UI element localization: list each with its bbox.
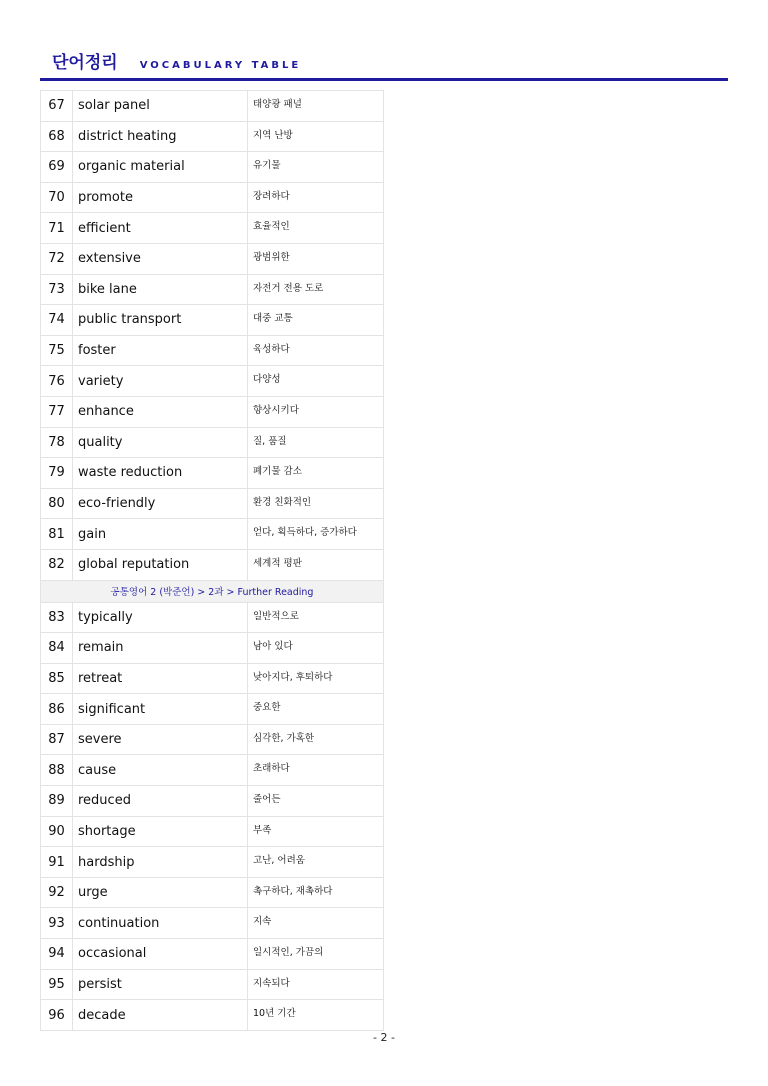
korean-meaning: 다양성 bbox=[248, 366, 384, 397]
page-header bbox=[52, 48, 728, 72]
korean-meaning: 향상시키다 bbox=[248, 396, 384, 427]
english-word: organic material bbox=[73, 152, 248, 183]
korean-meaning: 지역 난방 bbox=[248, 121, 384, 152]
korean-meaning: 남아 있다 bbox=[248, 633, 384, 664]
english-word: shortage bbox=[73, 816, 248, 847]
korean-meaning: 효율적인 bbox=[248, 213, 384, 244]
word-number: 80 bbox=[41, 488, 73, 519]
table-row bbox=[41, 519, 384, 550]
word-number: 75 bbox=[41, 335, 73, 366]
english-word: cause bbox=[73, 755, 248, 786]
korean-meaning: 촉구하다, 재촉하다 bbox=[248, 877, 384, 908]
english-word: global reputation bbox=[73, 549, 248, 580]
english-word: urge bbox=[73, 877, 248, 908]
word-number: 69 bbox=[41, 152, 73, 183]
korean-meaning: 유기물 bbox=[248, 152, 384, 183]
korean-meaning: 태양광 패널 bbox=[248, 91, 384, 122]
word-number: 70 bbox=[41, 182, 73, 213]
english-word: retreat bbox=[73, 663, 248, 694]
table-row bbox=[41, 549, 384, 580]
table-row bbox=[41, 877, 384, 908]
korean-meaning: 지속 bbox=[248, 908, 384, 939]
table-row bbox=[41, 488, 384, 519]
table-row bbox=[41, 274, 384, 305]
word-number: 82 bbox=[41, 549, 73, 580]
table-row bbox=[41, 724, 384, 755]
table-row bbox=[41, 305, 384, 336]
english-word: enhance bbox=[73, 396, 248, 427]
word-number: 67 bbox=[41, 91, 73, 122]
table-row bbox=[41, 633, 384, 664]
table-row bbox=[41, 243, 384, 274]
table-row bbox=[41, 908, 384, 939]
korean-meaning: 질, 품질 bbox=[248, 427, 384, 458]
word-number: 74 bbox=[41, 305, 73, 336]
english-word: variety bbox=[73, 366, 248, 397]
korean-meaning: 자전거 전용 도로 bbox=[248, 274, 384, 305]
word-number: 68 bbox=[41, 121, 73, 152]
korean-meaning: 육성하다 bbox=[248, 335, 384, 366]
english-word: hardship bbox=[73, 847, 248, 878]
word-number: 85 bbox=[41, 663, 73, 694]
table-row bbox=[41, 1000, 384, 1031]
korean-meaning: 얻다, 획득하다, 증가하다 bbox=[248, 519, 384, 550]
word-number: 77 bbox=[41, 396, 73, 427]
word-number: 86 bbox=[41, 694, 73, 725]
table-row bbox=[41, 847, 384, 878]
word-number: 71 bbox=[41, 213, 73, 244]
english-word: foster bbox=[73, 335, 248, 366]
table-row bbox=[41, 816, 384, 847]
word-number: 73 bbox=[41, 274, 73, 305]
word-number: 84 bbox=[41, 633, 73, 664]
english-word: quality bbox=[73, 427, 248, 458]
section-header-row bbox=[41, 580, 384, 602]
english-word: occasional bbox=[73, 939, 248, 970]
table-row bbox=[41, 786, 384, 817]
word-number: 90 bbox=[41, 816, 73, 847]
table-row bbox=[41, 335, 384, 366]
korean-meaning: 광범위한 bbox=[248, 243, 384, 274]
word-number: 93 bbox=[41, 908, 73, 939]
korean-meaning: 낮아지다, 후퇴하다 bbox=[248, 663, 384, 694]
korean-meaning: 장려하다 bbox=[248, 182, 384, 213]
table-row bbox=[41, 755, 384, 786]
table-row bbox=[41, 152, 384, 183]
word-number: 79 bbox=[41, 458, 73, 489]
word-number: 81 bbox=[41, 519, 73, 550]
table-row bbox=[41, 213, 384, 244]
english-word: continuation bbox=[73, 908, 248, 939]
word-number: 89 bbox=[41, 786, 73, 817]
english-word: eco-friendly bbox=[73, 488, 248, 519]
korean-meaning: 10년 기간 bbox=[248, 1000, 384, 1031]
word-number: 87 bbox=[41, 724, 73, 755]
header-divider bbox=[40, 78, 728, 81]
korean-meaning: 환경 친화적인 bbox=[248, 488, 384, 519]
table-row bbox=[41, 694, 384, 725]
english-word: district heating bbox=[73, 121, 248, 152]
word-number: 92 bbox=[41, 877, 73, 908]
english-word: bike lane bbox=[73, 274, 248, 305]
english-word: efficient bbox=[73, 213, 248, 244]
english-word: decade bbox=[73, 1000, 248, 1031]
word-number: 83 bbox=[41, 602, 73, 633]
english-word: persist bbox=[73, 969, 248, 1000]
word-number: 91 bbox=[41, 847, 73, 878]
page-number: - 2 - bbox=[373, 1031, 395, 1044]
korean-meaning: 일시적인, 가끔의 bbox=[248, 939, 384, 970]
table-row bbox=[41, 663, 384, 694]
english-word: waste reduction bbox=[73, 458, 248, 489]
vocabulary-table bbox=[40, 90, 384, 1031]
english-word: remain bbox=[73, 633, 248, 664]
english-word: gain bbox=[73, 519, 248, 550]
table-row bbox=[41, 182, 384, 213]
word-number: 88 bbox=[41, 755, 73, 786]
english-word: promote bbox=[73, 182, 248, 213]
korean-meaning: 세계적 평판 bbox=[248, 549, 384, 580]
word-number: 78 bbox=[41, 427, 73, 458]
table-row bbox=[41, 121, 384, 152]
header-title: 단어정리 bbox=[52, 53, 118, 73]
word-number: 72 bbox=[41, 243, 73, 274]
english-word: significant bbox=[73, 694, 248, 725]
english-word: severe bbox=[73, 724, 248, 755]
korean-meaning: 일반적으로 bbox=[248, 602, 384, 633]
table-row bbox=[41, 396, 384, 427]
vocabulary-table-body bbox=[41, 91, 384, 1031]
word-number: 76 bbox=[41, 366, 73, 397]
header-subtitle: VOCABULARY TABLE bbox=[139, 60, 302, 71]
word-number: 95 bbox=[41, 969, 73, 1000]
english-word: typically bbox=[73, 602, 248, 633]
table-row bbox=[41, 427, 384, 458]
english-word: reduced bbox=[73, 786, 248, 817]
korean-meaning: 중요한 bbox=[248, 694, 384, 725]
english-word: extensive bbox=[73, 243, 248, 274]
korean-meaning: 폐기물 감소 bbox=[248, 458, 384, 489]
section-label: 공통영어 2 (박준언) > 2과 > Further Reading bbox=[41, 580, 384, 602]
korean-meaning: 줄어든 bbox=[248, 786, 384, 817]
table-row bbox=[41, 939, 384, 970]
table-row bbox=[41, 366, 384, 397]
table-row bbox=[41, 602, 384, 633]
korean-meaning: 지속되다 bbox=[248, 969, 384, 1000]
table-row bbox=[41, 458, 384, 489]
korean-meaning: 부족 bbox=[248, 816, 384, 847]
korean-meaning: 심각한, 가혹한 bbox=[248, 724, 384, 755]
english-word: public transport bbox=[73, 305, 248, 336]
word-number: 94 bbox=[41, 939, 73, 970]
table-row bbox=[41, 969, 384, 1000]
table-row bbox=[41, 91, 384, 122]
korean-meaning: 초래하다 bbox=[248, 755, 384, 786]
korean-meaning: 고난, 어려움 bbox=[248, 847, 384, 878]
korean-meaning: 대중 교통 bbox=[248, 305, 384, 336]
english-word: solar panel bbox=[73, 91, 248, 122]
word-number: 96 bbox=[41, 1000, 73, 1031]
